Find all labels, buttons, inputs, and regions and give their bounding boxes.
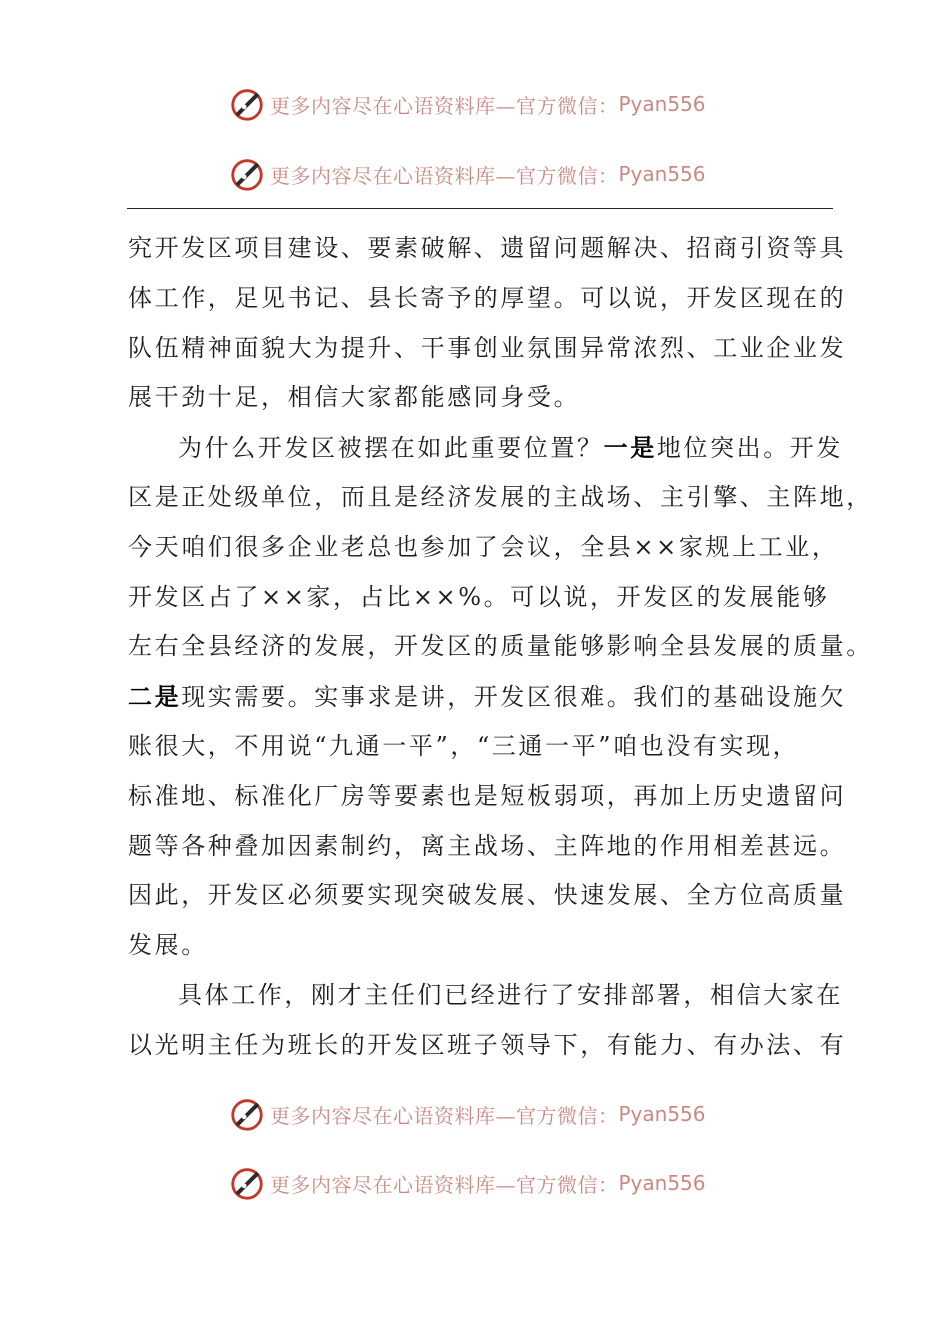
text-segment: 以光明主任为班长的开发区班子领导下，有能力、有办法、有 [128,1030,847,1059]
pen-seal-logo-icon [228,1095,266,1133]
body-text-line [128,921,848,971]
watermark-banner-top-1 [228,84,706,124]
watermark-banner-bottom-2 [228,1163,706,1203]
text-segment: 为什么开发区被摆在如此重要位置？ [178,434,604,463]
text-segment: 今天咱们很多企业老总也参加了会议，全县××家规上工业， [128,532,839,561]
watermark-wechat-id: Pyan556 [618,162,706,186]
watermark-text: 更多内容尽在心语资料库—官方微信： [270,1103,619,1128]
body-text-line [128,772,848,822]
text-segment: 地位突出。开发 [656,434,844,463]
text-segment: 左右全县经济的发展，开发区的质量能够影响全县发展的质量。 [128,632,873,661]
text-segment: 题等各种叠加因素制约，离主战场、主阵地的作用相差甚远。 [128,831,847,860]
text-segment: 账很大，不用说“九通一平”，“三通一平”咱也没有实现， [128,731,800,760]
body-text-line [128,224,848,274]
watermark-wechat-id: Pyan556 [618,1171,706,1195]
text-segment: 区是正处级单位，而且是经济发展的主战场、主引擎、主阵地， [128,482,873,511]
watermark-banner-top-2 [228,154,706,194]
body-text-line [128,1021,848,1071]
body-text-line [128,423,848,473]
text-segment: 现实需要。实事求是讲，开发区很难。我们的基础设施欠 [181,683,847,712]
body-text-line [128,672,848,722]
watermark-text: 更多内容尽在心语资料库—官方微信： [270,163,619,188]
text-segment: 队伍精神面貌大为提升、干事创业氛围异常浓烈、工业企业发 [128,333,847,362]
text-segment: 标准地、标准化厂房等要素也是短板弱项，再加上历史遗留问 [128,781,847,810]
body-text-line [128,274,848,324]
pen-seal-logo-icon [228,1164,266,1202]
document-body [128,224,873,1071]
body-text-line [128,523,848,573]
pen-seal-logo-icon [228,155,266,193]
pen-seal-logo-icon [228,85,266,123]
watermark-wechat-id: Pyan556 [618,92,706,116]
body-text-line [128,971,848,1021]
text-segment: 究开发区项目建设、要素破解、遗留问题解决、招商引资等具 [128,234,847,262]
text-segment: 发展。 [128,931,208,960]
body-text-line [128,871,848,921]
text-segment: 体工作，足见书记、县长寄予的厚望。可以说，开发区现在的 [128,283,847,312]
watermark-text: 更多内容尽在心语资料库—官方微信： [270,93,619,118]
bold-lead-phrase: 二是 [128,682,182,712]
body-text-line [128,373,848,423]
header-divider-line [127,208,833,209]
body-text-line [128,622,873,672]
body-text-line [128,822,848,872]
watermark-text: 更多内容尽在心语资料库—官方微信： [270,1172,619,1197]
watermark-banner-bottom-1 [228,1094,706,1134]
watermark-wechat-id: Pyan556 [618,1102,706,1126]
body-text-line [128,722,848,772]
text-segment: 开发区占了××家，占比××%。可以说，开发区的发展能够 [128,582,830,611]
body-text-line [128,324,848,374]
bold-lead-phrase: 一是 [603,433,657,463]
text-segment: 展干劲十足，相信大家都能感同身受。 [128,383,581,412]
text-segment: 因此，开发区必须要实现突破发展、快速发展、全方位高质量 [128,881,847,910]
body-text-line [128,573,848,623]
text-segment: 具体工作，刚才主任们已经进行了安排部署，相信大家在 [178,980,843,1009]
body-text-line [128,473,873,523]
